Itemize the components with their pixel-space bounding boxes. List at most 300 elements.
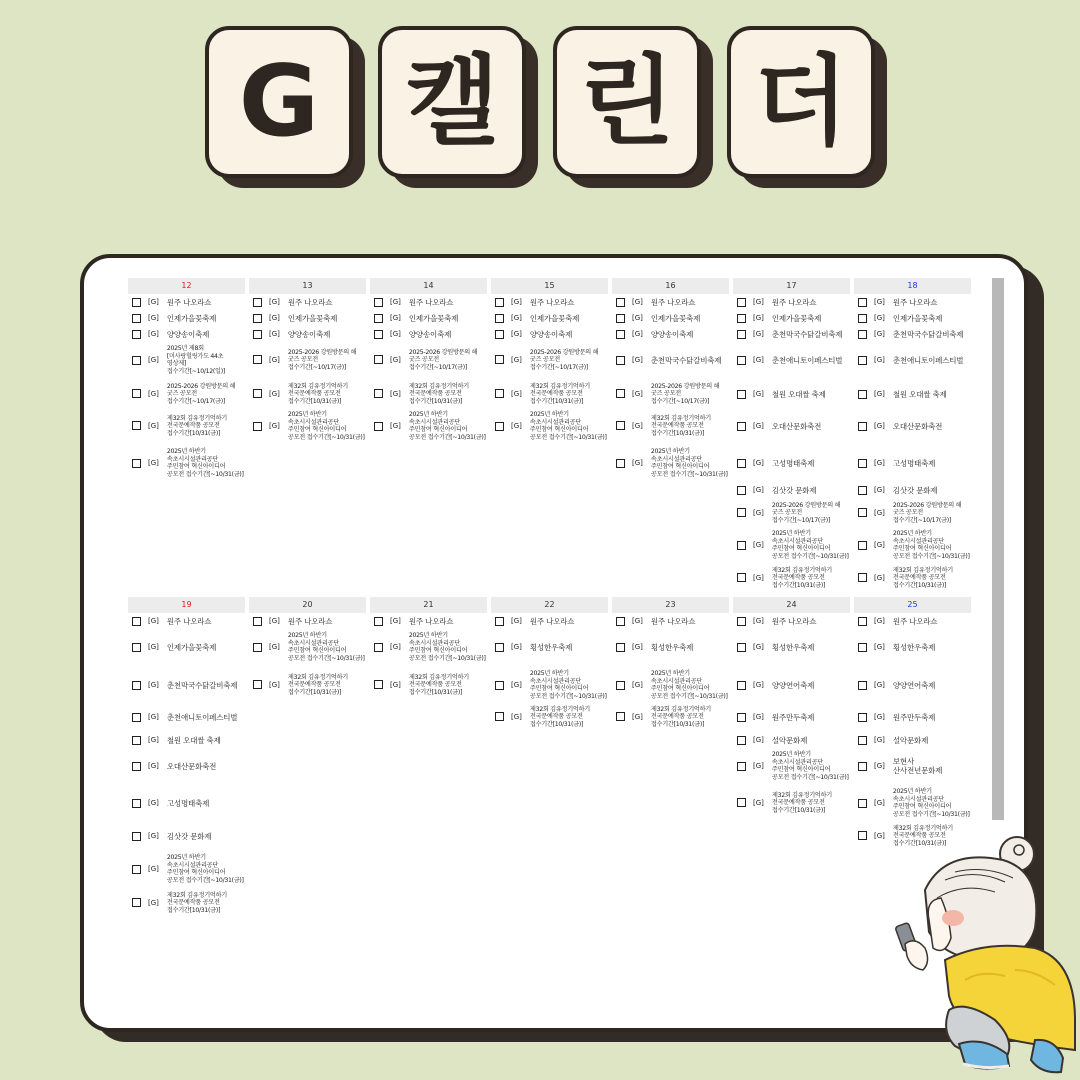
event-checkbox[interactable] <box>616 389 625 398</box>
event-checkbox[interactable] <box>737 356 746 365</box>
event-item[interactable] <box>128 713 248 722</box>
day-column <box>612 278 729 598</box>
event-checkbox[interactable] <box>858 356 867 365</box>
event-item[interactable] <box>128 617 248 626</box>
event-item[interactable] <box>370 349 490 372</box>
event-title: 제32회 김유정기억하기 전국문예작품 공모전 접수기간[10/31(금)] <box>650 705 711 728</box>
event-item[interactable] <box>612 670 732 700</box>
event-tag: [G] <box>269 314 280 322</box>
event-item[interactable] <box>733 356 853 365</box>
day-column <box>249 597 366 927</box>
event-item[interactable] <box>128 643 248 652</box>
event-item[interactable] <box>733 643 853 652</box>
event-checkbox[interactable] <box>253 330 262 339</box>
event-item[interactable] <box>491 617 611 626</box>
event-checkbox[interactable] <box>374 355 383 364</box>
event-item[interactable] <box>854 486 974 495</box>
event-checkbox[interactable] <box>253 389 262 398</box>
event-item[interactable] <box>612 706 732 729</box>
event-item[interactable] <box>370 674 490 697</box>
event-item[interactable] <box>733 736 853 745</box>
event-tag: [G] <box>390 680 401 689</box>
event-checkbox[interactable] <box>737 298 746 307</box>
event-checkbox[interactable] <box>737 459 746 468</box>
event-checkbox[interactable] <box>737 390 746 399</box>
event-tag: [G] <box>148 736 159 744</box>
event-title: 2025년 하반기 속초시시설관리공단 주민참여 혁신아이디어 공모전 접수기간[~10/31(금)] <box>166 448 244 478</box>
event-item[interactable] <box>854 330 974 339</box>
event-item[interactable] <box>249 298 369 307</box>
event-item[interactable] <box>854 567 974 590</box>
event-title: 원주 나오라쇼 <box>892 616 938 626</box>
title-tiles <box>0 0 1080 230</box>
event-tag: [G] <box>511 422 522 431</box>
event-tag: [G] <box>511 681 522 690</box>
event-item[interactable] <box>491 411 611 441</box>
event-checkbox[interactable] <box>132 762 141 771</box>
event-checkbox[interactable] <box>737 486 746 495</box>
event-checkbox[interactable] <box>253 355 262 364</box>
event-title: 2025년 하반기 속초시시설관리공단 주민참여 혁신아이디어 공모전 접수기간[~10/31(금)] <box>287 411 365 441</box>
event-tag: [G] <box>874 486 885 494</box>
event-item[interactable] <box>128 314 248 323</box>
event-title: 설악문화제 <box>892 735 929 745</box>
event-title: 고성명태축제 <box>166 798 210 808</box>
event-tag: [G] <box>874 356 885 364</box>
event-tag: [G] <box>511 314 522 322</box>
event-title: 김삿갓 문화제 <box>771 485 817 495</box>
event-checkbox[interactable] <box>858 459 867 468</box>
event-item[interactable] <box>491 670 611 700</box>
event-item[interactable] <box>128 298 248 307</box>
event-title: 제32회 김유정기억하기 전국문예작품 공모전 접수기간[10/31(금)] <box>892 824 953 847</box>
event-item[interactable] <box>370 330 490 339</box>
event-item[interactable] <box>854 390 974 399</box>
event-title: 원주 나오라쇼 <box>166 297 212 307</box>
event-item[interactable] <box>128 854 248 884</box>
event-tag: [G] <box>632 330 643 338</box>
event-title: 보현사 산사전년문화제 <box>892 757 943 775</box>
event-title: 2025-2026 강원방문의 해 굿즈 공모전 접수기간[~10/17(금)] <box>771 501 841 524</box>
event-item[interactable] <box>249 632 369 662</box>
event-item[interactable] <box>491 298 611 307</box>
event-item[interactable] <box>733 751 853 781</box>
event-checkbox[interactable] <box>616 681 625 690</box>
event-checkbox[interactable] <box>858 713 867 722</box>
event-item[interactable] <box>733 530 853 560</box>
event-title: 고성명태축제 <box>892 458 936 468</box>
event-title: 제32회 김유정기억하기 전국문예작품 공모전 접수기간[10/31(금)] <box>408 673 469 696</box>
event-item[interactable] <box>612 356 732 365</box>
event-checkbox[interactable] <box>132 356 141 365</box>
event-checkbox[interactable] <box>737 681 746 690</box>
event-checkbox[interactable] <box>132 736 141 745</box>
event-title: 제32회 김유정기억하기 전국문예작품 공모전 접수기간[10/31(금)] <box>892 566 953 589</box>
event-checkbox[interactable] <box>253 298 262 307</box>
event-checkbox[interactable] <box>737 713 746 722</box>
event-checkbox[interactable] <box>132 459 141 468</box>
event-tag: [G] <box>753 508 764 517</box>
event-item[interactable] <box>249 674 369 697</box>
event-item[interactable] <box>491 383 611 406</box>
event-checkbox[interactable] <box>132 314 141 323</box>
title-letter: 캘 <box>378 26 526 178</box>
event-item[interactable] <box>854 643 974 652</box>
event-item[interactable] <box>370 298 490 307</box>
event-tag: [G] <box>874 617 885 625</box>
event-item[interactable] <box>128 415 248 438</box>
event-item[interactable] <box>491 643 611 652</box>
event-checkbox[interactable] <box>858 799 867 808</box>
event-checkbox[interactable] <box>132 643 141 652</box>
event-checkbox[interactable] <box>616 298 625 307</box>
event-item[interactable] <box>128 799 248 808</box>
event-tag: [G] <box>148 865 159 874</box>
event-title: 인제가을꽃축제 <box>771 313 822 323</box>
event-checkbox[interactable] <box>858 541 867 550</box>
event-item[interactable] <box>128 345 248 375</box>
event-item[interactable] <box>612 298 732 307</box>
title-tile-2 <box>378 26 526 178</box>
title-letter: G <box>205 26 353 178</box>
event-title: 양양송이축제 <box>166 329 210 339</box>
event-title: 원주 나오라쇼 <box>166 616 212 626</box>
event-checkbox[interactable] <box>858 762 867 771</box>
event-checkbox[interactable] <box>737 573 746 582</box>
event-checkbox[interactable] <box>737 643 746 652</box>
event-item[interactable] <box>733 713 853 722</box>
event-tag: [G] <box>874 643 885 651</box>
event-item[interactable] <box>249 314 369 323</box>
event-tag: [G] <box>753 541 764 550</box>
event-title: 제32회 김유정기억하기 전국문예작품 공모전 접수기간[10/31(금)] <box>771 791 832 814</box>
event-title: 제32회 김유정기억하기 전국문예작품 공모전 접수기간[10/31(금)] <box>287 382 348 405</box>
event-title: 인제가을꽃축제 <box>650 313 701 323</box>
event-tag: [G] <box>874 573 885 582</box>
event-tag: [G] <box>148 643 159 651</box>
event-checkbox[interactable] <box>374 680 383 689</box>
event-checkbox[interactable] <box>858 573 867 582</box>
event-title: 2025년 하반기 속초시시설관리공단 주민참여 혁신아이디어 공모전 접수기간[~10/31(금)] <box>892 530 970 560</box>
event-checkbox[interactable] <box>495 617 504 626</box>
event-item[interactable] <box>612 617 732 626</box>
event-item[interactable] <box>854 736 974 745</box>
event-checkbox[interactable] <box>253 643 262 652</box>
day-number: 24 <box>733 597 850 613</box>
event-title: 오대산문화축전 <box>771 421 822 431</box>
event-title: 춘천애니토이페스티벌 <box>892 355 964 365</box>
event-item[interactable] <box>128 330 248 339</box>
event-tag: [G] <box>269 298 280 306</box>
event-item[interactable] <box>612 415 732 438</box>
event-checkbox[interactable] <box>132 898 141 907</box>
event-checkbox[interactable] <box>616 314 625 323</box>
event-checkbox[interactable] <box>858 681 867 690</box>
event-tag: [G] <box>632 389 643 398</box>
event-checkbox[interactable] <box>495 389 504 398</box>
event-checkbox[interactable] <box>737 508 746 517</box>
event-title: 오대산문화축전 <box>892 421 943 431</box>
event-title: 설악문화제 <box>771 735 808 745</box>
event-checkbox[interactable] <box>132 389 141 398</box>
event-tag: [G] <box>874 314 885 322</box>
day-number: 21 <box>370 597 487 613</box>
title-letter: 더 <box>727 26 875 178</box>
event-checkbox[interactable] <box>132 865 141 874</box>
event-item[interactable] <box>128 832 248 841</box>
event-tag: [G] <box>511 355 522 364</box>
event-checkbox[interactable] <box>374 389 383 398</box>
event-title: 춘천막국수닭갈비축제 <box>650 355 722 365</box>
title-tile-3 <box>553 26 701 178</box>
event-checkbox[interactable] <box>495 712 504 721</box>
event-tag: [G] <box>632 314 643 322</box>
event-checkbox[interactable] <box>737 314 746 323</box>
title-tile-1 <box>205 26 353 178</box>
day-number: 17 <box>733 278 850 294</box>
event-title: 춘천애니토이페스티벌 <box>166 712 238 722</box>
event-tag: [G] <box>874 298 885 306</box>
event-checkbox[interactable] <box>858 508 867 517</box>
event-tag: [G] <box>753 713 764 721</box>
event-tag: [G] <box>148 762 159 770</box>
event-item[interactable] <box>249 411 369 441</box>
event-item[interactable] <box>733 314 853 323</box>
event-title: 춘천막국수닭갈비축제 <box>771 329 843 339</box>
day-number: 25 <box>854 597 971 613</box>
event-tag: [G] <box>390 422 401 431</box>
event-tag: [G] <box>632 617 643 625</box>
event-checkbox[interactable] <box>132 681 141 690</box>
event-tag: [G] <box>753 573 764 582</box>
event-checkbox[interactable] <box>616 356 625 365</box>
event-item[interactable] <box>733 486 853 495</box>
event-tag: [G] <box>390 298 401 306</box>
event-checkbox[interactable] <box>253 680 262 689</box>
event-checkbox[interactable] <box>858 330 867 339</box>
event-item[interactable] <box>370 411 490 441</box>
event-title: 횡성한우축제 <box>771 642 815 652</box>
event-item[interactable] <box>491 330 611 339</box>
day-number: 14 <box>370 278 487 294</box>
event-checkbox[interactable] <box>858 831 867 840</box>
event-checkbox[interactable] <box>253 314 262 323</box>
event-title: 2025년 하반기 속초시시설관리공단 주민참여 혁신아이디어 공모전 접수기간[~10/31(금)] <box>408 632 486 662</box>
event-checkbox[interactable] <box>495 422 504 431</box>
event-item[interactable] <box>249 617 369 626</box>
day-number: 18 <box>854 278 971 294</box>
event-checkbox[interactable] <box>495 330 504 339</box>
event-item[interactable] <box>491 349 611 372</box>
event-checkbox[interactable] <box>616 421 625 430</box>
event-item[interactable] <box>612 643 732 652</box>
event-item[interactable] <box>370 314 490 323</box>
event-item[interactable] <box>128 448 248 478</box>
event-item[interactable] <box>370 632 490 662</box>
event-item[interactable] <box>491 706 611 729</box>
event-item[interactable] <box>612 383 732 406</box>
event-item[interactable] <box>128 892 248 915</box>
event-item[interactable] <box>733 681 853 690</box>
event-item[interactable] <box>128 681 248 690</box>
event-title: 원주 나오라쇼 <box>287 297 333 307</box>
event-tag: [G] <box>148 330 159 338</box>
scrollbar[interactable] <box>992 278 1004 820</box>
event-item[interactable] <box>733 298 853 307</box>
event-item[interactable] <box>249 349 369 372</box>
event-checkbox[interactable] <box>858 617 867 626</box>
event-item[interactable] <box>854 422 974 431</box>
event-tag: [G] <box>753 298 764 306</box>
event-item[interactable] <box>612 314 732 323</box>
event-title: 춘천애니토이페스티벌 <box>771 355 843 365</box>
event-checkbox[interactable] <box>495 355 504 364</box>
event-title: 춘천막국수닭갈비축제 <box>892 329 964 339</box>
event-item[interactable] <box>612 448 732 478</box>
event-checkbox[interactable] <box>495 298 504 307</box>
event-item[interactable] <box>733 502 853 525</box>
event-checkbox[interactable] <box>616 330 625 339</box>
event-item[interactable] <box>249 383 369 406</box>
event-checkbox[interactable] <box>132 832 141 841</box>
event-checkbox[interactable] <box>737 736 746 745</box>
event-checkbox[interactable] <box>737 422 746 431</box>
event-item[interactable] <box>733 459 853 468</box>
event-tag: [G] <box>269 617 280 625</box>
event-checkbox[interactable] <box>495 314 504 323</box>
event-checkbox[interactable] <box>132 298 141 307</box>
event-item[interactable] <box>249 330 369 339</box>
event-checkbox[interactable] <box>374 330 383 339</box>
event-item[interactable] <box>854 617 974 626</box>
day-column <box>733 597 850 927</box>
event-tag: [G] <box>874 831 885 840</box>
event-item[interactable] <box>854 314 974 323</box>
event-checkbox[interactable] <box>858 314 867 323</box>
event-checkbox[interactable] <box>374 298 383 307</box>
event-checkbox[interactable] <box>737 617 746 626</box>
event-checkbox[interactable] <box>374 422 383 431</box>
event-item[interactable] <box>370 617 490 626</box>
event-tag: [G] <box>269 389 280 398</box>
event-checkbox[interactable] <box>737 541 746 550</box>
event-checkbox[interactable] <box>132 330 141 339</box>
event-checkbox[interactable] <box>616 459 625 468</box>
event-tag: [G] <box>148 298 159 306</box>
event-checkbox[interactable] <box>132 421 141 430</box>
event-title: 인제가을꽃축제 <box>892 313 943 323</box>
event-tag: [G] <box>148 681 159 689</box>
event-item[interactable] <box>733 567 853 590</box>
event-title: 춘천막국수닭갈비축제 <box>166 680 238 690</box>
event-item[interactable] <box>854 788 974 818</box>
event-tag: [G] <box>632 712 643 721</box>
event-checkbox[interactable] <box>737 798 746 807</box>
event-checkbox[interactable] <box>253 422 262 431</box>
event-item[interactable] <box>733 422 853 431</box>
event-checkbox[interactable] <box>253 617 262 626</box>
event-item[interactable] <box>128 383 248 406</box>
day-column <box>854 278 971 598</box>
event-title: 양양연어축제 <box>892 680 936 690</box>
calendar-week-2 <box>128 597 971 927</box>
event-tag: [G] <box>874 508 885 517</box>
event-checkbox[interactable] <box>616 617 625 626</box>
event-item[interactable] <box>491 314 611 323</box>
event-item[interactable] <box>854 502 974 525</box>
event-title: 원주 나오라쇼 <box>408 616 454 626</box>
event-tag: [G] <box>874 390 885 398</box>
event-checkbox[interactable] <box>374 617 383 626</box>
event-checkbox[interactable] <box>374 643 383 652</box>
event-checkbox[interactable] <box>132 713 141 722</box>
event-checkbox[interactable] <box>616 712 625 721</box>
event-title: 인제가을꽃축제 <box>408 313 459 323</box>
event-checkbox[interactable] <box>858 390 867 399</box>
event-tag: [G] <box>632 356 643 364</box>
event-tag: [G] <box>874 681 885 689</box>
event-checkbox[interactable] <box>737 330 746 339</box>
event-tag: [G] <box>511 643 522 651</box>
event-checkbox[interactable] <box>858 736 867 745</box>
event-item[interactable] <box>128 762 248 771</box>
event-checkbox[interactable] <box>132 617 141 626</box>
event-checkbox[interactable] <box>858 486 867 495</box>
event-tag: [G] <box>148 799 159 807</box>
event-checkbox[interactable] <box>495 681 504 690</box>
event-item[interactable] <box>854 298 974 307</box>
day-column <box>491 597 608 927</box>
event-checkbox[interactable] <box>132 799 141 808</box>
event-tag: [G] <box>390 389 401 398</box>
event-title: 양양연어축제 <box>771 680 815 690</box>
event-checkbox[interactable] <box>858 643 867 652</box>
event-checkbox[interactable] <box>374 314 383 323</box>
event-item[interactable] <box>128 736 248 745</box>
event-tag: [G] <box>753 762 764 771</box>
event-checkbox[interactable] <box>858 422 867 431</box>
event-title: 원주 나오라쇼 <box>771 616 817 626</box>
event-item[interactable] <box>854 530 974 560</box>
event-item[interactable] <box>854 356 974 365</box>
event-tag: [G] <box>874 713 885 721</box>
event-item[interactable] <box>733 617 853 626</box>
event-title: 횡성한우축제 <box>529 642 573 652</box>
event-tag: [G] <box>753 798 764 807</box>
event-item[interactable] <box>612 330 732 339</box>
event-title: 양양송이축제 <box>287 329 331 339</box>
event-tag: [G] <box>874 459 885 467</box>
event-checkbox[interactable] <box>737 762 746 771</box>
event-tag: [G] <box>753 681 764 689</box>
event-item[interactable] <box>733 390 853 399</box>
event-title: 2025년 하반기 속초시시설관리공단 주민참여 혁신아이디어 공모전 접수기간[~10/31(금)] <box>771 530 849 560</box>
event-tag: [G] <box>148 898 159 907</box>
event-title: 제32회 김유정기억하기 전국문예작품 공모전 접수기간[10/31(금)] <box>408 382 469 405</box>
event-tag: [G] <box>753 390 764 398</box>
event-item[interactable] <box>370 383 490 406</box>
event-item[interactable] <box>854 757 974 775</box>
event-item[interactable] <box>854 713 974 722</box>
event-item[interactable] <box>854 459 974 468</box>
event-checkbox[interactable] <box>616 643 625 652</box>
event-item[interactable] <box>733 330 853 339</box>
event-item[interactable] <box>733 792 853 815</box>
event-checkbox[interactable] <box>858 298 867 307</box>
event-item[interactable] <box>854 681 974 690</box>
event-tag: [G] <box>269 355 280 364</box>
event-checkbox[interactable] <box>495 643 504 652</box>
